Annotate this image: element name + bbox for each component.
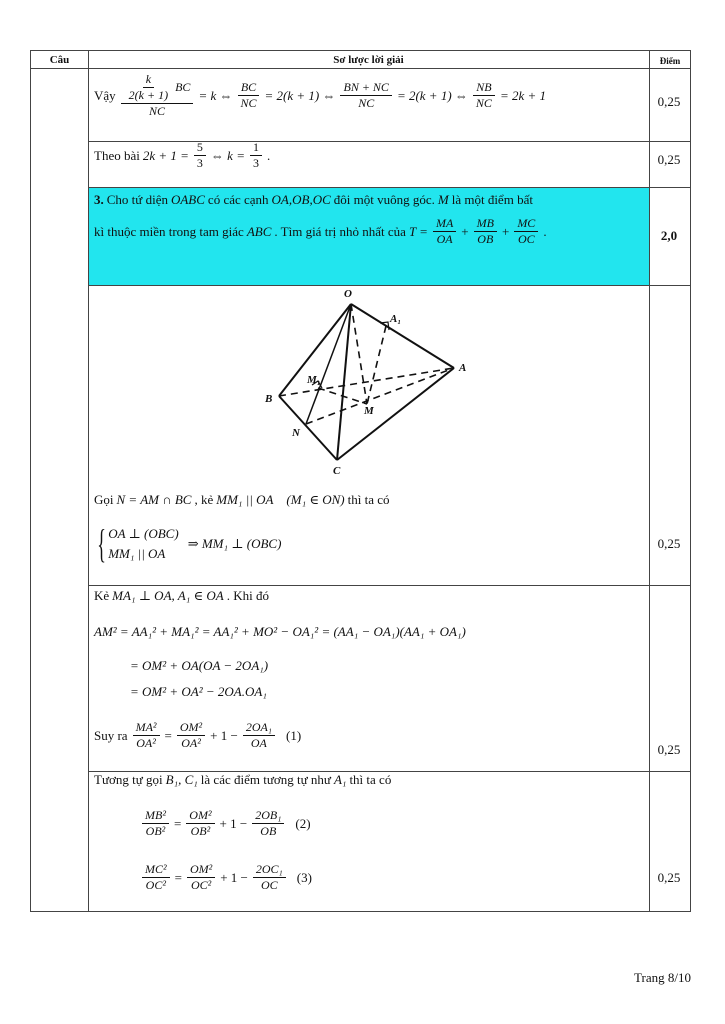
text: = 2(k + 1) ⇔ bbox=[396, 87, 468, 103]
num: OM² bbox=[187, 862, 215, 878]
text: Tương tự gọi bbox=[94, 772, 163, 787]
num: MA bbox=[433, 216, 456, 232]
text: 2k + 1 = bbox=[142, 147, 189, 163]
text: + 1 − bbox=[220, 869, 248, 885]
header-cau: Câu bbox=[49, 54, 70, 66]
fraction bbox=[237, 80, 259, 111]
text: AM² = AA₁² + MA₁² = AA₁² + MO² − OA₁² = (AA₁ − OA₁)(AA₁ + OA₁) bbox=[94, 624, 466, 639]
label-A1: A₁ bbox=[390, 313, 402, 325]
fraction bbox=[250, 140, 262, 171]
score-row3: 2,0 bbox=[660, 228, 678, 243]
text: (2) bbox=[295, 815, 311, 831]
den: OA² bbox=[181, 736, 201, 750]
problem-line-1 bbox=[94, 192, 533, 208]
den: OA bbox=[436, 232, 453, 246]
den: 3 bbox=[196, 156, 203, 170]
text: A₁ bbox=[333, 772, 347, 787]
row4-system: { OA ⊥ (OBC) MM₁ || OA ⇒ MM₁ ⊥ (OBC) bbox=[97, 521, 282, 566]
text: Cho tứ diện bbox=[106, 192, 168, 207]
fraction bbox=[142, 808, 169, 839]
fraction bbox=[194, 140, 206, 171]
text: . bbox=[266, 147, 271, 163]
text: ⇔ k = bbox=[210, 147, 245, 163]
row5-eq-c bbox=[130, 684, 267, 700]
den: 3 bbox=[252, 156, 259, 170]
text: kì thuộc miền trong tam giác bbox=[94, 223, 244, 239]
fraction bbox=[473, 80, 495, 111]
text: thì ta có bbox=[347, 492, 390, 507]
text: đôi một vuông góc. bbox=[333, 192, 435, 207]
text: OABC bbox=[170, 192, 205, 207]
label-N: N bbox=[292, 427, 300, 439]
fraction bbox=[474, 216, 497, 247]
text: . Tìm giá trị nhỏ nhất của bbox=[274, 223, 406, 239]
fraction-numerator bbox=[121, 72, 194, 104]
fraction bbox=[133, 720, 160, 751]
nc: NC bbox=[149, 104, 166, 118]
fraction bbox=[340, 80, 391, 111]
problem-line-2: kì thuộc miền trong tam giác ABC . Tìm giá trị nhỏ nhất của T = $\frac{MA}{OA}$ + $\frac{MB}{OB}$ + $\frac{MC}{OC}$ . bbox=[94, 216, 547, 246]
k: k bbox=[143, 72, 154, 88]
text: = 2(k + 1) ⇔ bbox=[264, 87, 336, 103]
inner-fraction bbox=[126, 72, 171, 103]
text: ABC bbox=[246, 223, 272, 239]
num: OM² bbox=[186, 808, 214, 824]
row6-eq-2: $\frac{\text{MB²}}{\text{OB²}}$ = $\frac{\text{OM²}}{\text{OB²}}$ + 1 − $\frac{\text{2OB₁}}{OB}$ (2) bbox=[140, 808, 311, 839]
row-divider bbox=[88, 585, 690, 586]
page-number: Trang 8/10 bbox=[634, 970, 691, 985]
header-divider bbox=[31, 68, 690, 69]
den: OB² bbox=[190, 824, 211, 838]
text: = OM² + OA² − 2OA.OA₁ bbox=[130, 684, 267, 699]
text: (1) bbox=[285, 727, 302, 743]
label-A: A bbox=[459, 362, 467, 374]
text: MM₁ || OA bbox=[216, 492, 274, 507]
score-row6: 0,25 bbox=[657, 870, 681, 885]
row5-suyra: Suy ra $\frac{\text{MA²}}{\text{OA²}}$ = $\frac{\text{OM²}}{\text{OA²}}$ + 1 − $\frac{\text{2OA₁}}{OA}$ (1) bbox=[94, 720, 302, 750]
fraction bbox=[142, 862, 170, 893]
text: có các cạnh bbox=[207, 192, 269, 207]
row5-eq-b bbox=[130, 658, 268, 674]
row2-equation bbox=[94, 140, 270, 171]
text: + 1 − bbox=[210, 727, 238, 743]
fraction bbox=[253, 862, 286, 893]
score-row5: 0,25 bbox=[657, 742, 681, 757]
den: NC bbox=[475, 96, 492, 110]
text: OA ⊥ (OBC) bbox=[108, 526, 179, 541]
text: = OM² + OA(OA − 2OA₁) bbox=[130, 658, 269, 673]
row6-eq-3: $\frac{\text{MC²}}{\text{OC²}}$ = $\frac{\text{OM²}}{\text{OC²}}$ + 1 − $\frac{\text{2OC₁}}{OC}$ (3) bbox=[140, 862, 312, 893]
num: MC² bbox=[142, 862, 170, 878]
label-M: M bbox=[364, 405, 374, 417]
text: (M₁ ∈ ON) bbox=[286, 492, 345, 507]
row-divider bbox=[88, 285, 690, 286]
text: , kẻ bbox=[194, 492, 214, 507]
den: OB² bbox=[145, 824, 166, 838]
text: Vậy bbox=[94, 87, 116, 103]
score-row1: 0,25 bbox=[657, 94, 681, 109]
text: ⇒ MM₁ ⊥ (OBC) bbox=[187, 536, 282, 551]
den: OB bbox=[477, 232, 494, 246]
problem-number: 3. bbox=[94, 192, 104, 207]
fraction bbox=[433, 216, 456, 247]
num: MB bbox=[474, 216, 497, 232]
fraction bbox=[187, 862, 215, 893]
num: MB² bbox=[142, 808, 169, 824]
compound-fraction bbox=[121, 72, 194, 119]
text: Gọi bbox=[94, 492, 114, 507]
num: BC bbox=[238, 80, 259, 96]
den: OA² bbox=[136, 736, 156, 750]
row1-equation bbox=[94, 72, 546, 119]
text: T = bbox=[408, 223, 428, 239]
text: OA,OB,OC bbox=[271, 192, 331, 207]
den: OC² bbox=[145, 878, 166, 892]
text: là một điểm bất bbox=[451, 192, 533, 207]
text: = 2k + 1 bbox=[499, 87, 547, 103]
row4-line-1 bbox=[94, 492, 390, 508]
label-O: O bbox=[344, 288, 352, 300]
text: M bbox=[437, 192, 449, 207]
num: MC bbox=[514, 216, 538, 232]
bc: BC bbox=[175, 80, 191, 94]
fraction bbox=[186, 808, 214, 839]
num: NB bbox=[473, 80, 494, 96]
text: Theo bài bbox=[94, 147, 140, 163]
num: 5 bbox=[194, 140, 206, 156]
den: OC bbox=[517, 232, 535, 246]
header-score: Điểm bbox=[659, 56, 681, 66]
text: MM₁ || OA bbox=[108, 546, 166, 561]
row6-line-1 bbox=[94, 772, 391, 788]
num: BN + NC bbox=[340, 80, 391, 96]
den: NC bbox=[240, 96, 257, 110]
den: NC bbox=[358, 96, 375, 110]
text: thì ta có bbox=[349, 772, 392, 787]
num: OM² bbox=[177, 720, 205, 736]
text: B₁, C₁ bbox=[165, 772, 198, 787]
row-divider bbox=[88, 187, 690, 188]
score-row4: 0,25 bbox=[657, 536, 681, 551]
row5-eq-a bbox=[94, 624, 466, 640]
den: OC bbox=[260, 878, 278, 892]
num: 2OA₁ bbox=[243, 720, 275, 736]
den: OC² bbox=[190, 878, 212, 892]
score-row2: 0,25 bbox=[657, 152, 681, 167]
fraction bbox=[514, 216, 538, 247]
den: OB bbox=[260, 824, 277, 838]
col-divider-1 bbox=[88, 51, 89, 911]
fraction bbox=[243, 720, 275, 751]
text: là các điểm tương tự như bbox=[200, 772, 331, 787]
label-B: B bbox=[265, 393, 273, 405]
num: 2OB₁ bbox=[252, 808, 284, 824]
text: + 1 − bbox=[219, 815, 248, 831]
header-solution: Sơ lược lời giải bbox=[333, 54, 404, 66]
num: 2OC₁ bbox=[253, 862, 286, 878]
text: (3) bbox=[296, 869, 312, 885]
num: MA² bbox=[133, 720, 160, 736]
label-C: C bbox=[333, 465, 341, 477]
den: OA bbox=[250, 736, 267, 750]
fraction bbox=[177, 720, 205, 751]
text: Kẻ bbox=[94, 588, 110, 603]
col-divider-2 bbox=[649, 51, 650, 911]
text: Suy ra bbox=[94, 727, 128, 743]
text: = k ⇔ bbox=[198, 87, 233, 103]
num: 1 bbox=[250, 140, 262, 156]
label-M1: M₁ bbox=[307, 374, 321, 386]
text: MA₁ ⊥ OA, A₁ ∈ OA bbox=[112, 588, 224, 603]
text: N = AM ∩ BC bbox=[116, 492, 192, 507]
row5-line-1 bbox=[94, 588, 269, 604]
text: . Khi đó bbox=[226, 588, 269, 603]
two-k-plus-one: 2(k + 1) bbox=[128, 88, 169, 102]
fraction bbox=[252, 808, 284, 839]
